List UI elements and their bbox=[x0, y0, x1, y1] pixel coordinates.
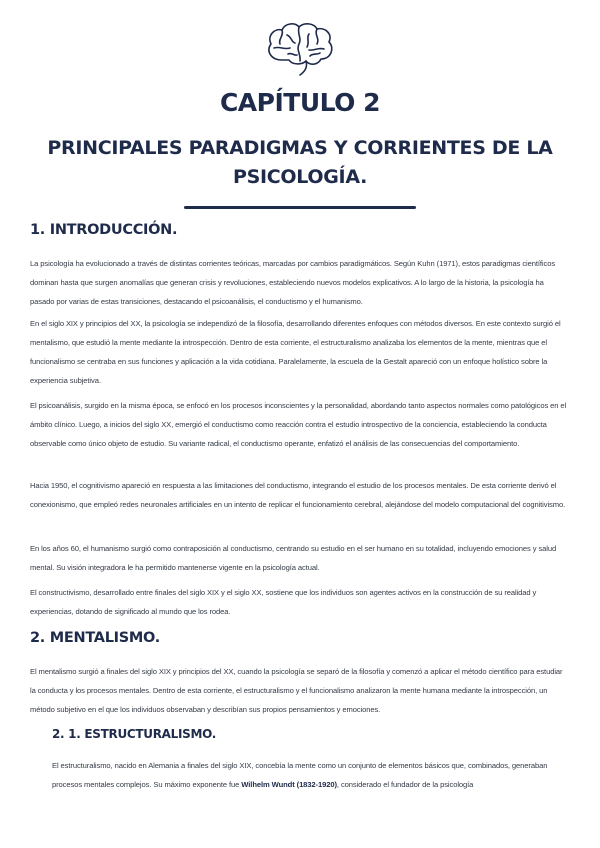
section-heading-mentalismo: 2. MENTALISMO. bbox=[30, 630, 160, 646]
intro-paragraph-6: El constructivismo, desarrollado entre finales del siglo XIX y el siglo XX, sostiene que los individuos son agentes activos en la construcción de su realidad y experiencias, dotando de significado al mundo que los rodea. bbox=[30, 588, 537, 616]
estructuralismo-text-end: , considerado el fundador de la psicología bbox=[336, 780, 474, 789]
subtitle-line-2: PSICOLOGÍA. bbox=[233, 166, 367, 188]
section-heading-introduccion: 1. INTRODUCCIÓN. bbox=[30, 222, 178, 238]
intro-paragraph-1: La psicología ha evolucionado a través de distintas corrientes teóricas, marcadas por cambios paradigmáticos. Según Kuhn (1971), estos paradigmas científicos dominan hasta que surgen anomalías que generan crisis y revoluciones, estableciendo nuevos modelos explicativos. A lo largo de la historia, la psicología ha pasado por varias de estas transiciones, destacando el psicoanálisis, el conductismo y el humanismo. bbox=[30, 259, 556, 306]
chapter-title: CAPÍTULO 2 bbox=[219, 88, 381, 117]
mentalismo-paragraph-1: El mentalismo surgió a finales del siglo XIX y principios del XX, cuando la psicología se separó de la filosofía y comenzó a aplicar el método científico para estudiar la conducta y los procesos mentales. Dentro de esta corriente, el estructuralismo y el funcionalismo analizaron la mente humana mediante la introspección, un método subjetivo en el que los individuos observaban y describían sus propios pensamientos y emociones. bbox=[30, 667, 563, 714]
intro-paragraph-5: En los años 60, el humanismo surgió como contraposición al conductismo, centrando su estudio en el ser humano en su totalidad, incluyendo emociones y salud mental. Su visión integradora le ha permitido mantenerse vigente en la psicología actual. bbox=[30, 544, 557, 572]
subtitle-line-1: PRINCIPALES PARADIGMAS Y CORRIENTES DE LA bbox=[47, 137, 553, 159]
intro-paragraph-3: El psicoanálisis, surgido en la misma época, se enfocó en los procesos inconscientes y la personalidad, abordando tanto aspectos normales como patológicos en el ámbito clínico. Luego, a inicios del siglo XX, emergió el conductismo como reacción contra el estudio introspectivo de la conciencia, estableciendo la conducta observable como único objeto de estudio. Su variante radical, el conductismo operante, enfatizó el análisis de las consecuencias del comportamiento. bbox=[30, 401, 567, 448]
subsection-heading-estructuralismo: 2. 1. ESTRUCTURALISMO. bbox=[52, 727, 217, 741]
intro-paragraph-2: En el siglo XIX y principios del XX, la psicología se independizó de la filosofía, desarrollando diferentes enfoques con métodos diversos. En este contexto surgió el mentalismo, que estudió la mente mediante la introspección. Dentro de esta corriente, el estructuralismo analizaba los elementos de la mente, mientras que el funcionalismo se centraba en sus funciones y aplicación a la vida cotidiana. Paralelamente, la escuela de la Gestalt apareció con un enfoque holístico sobre la experiencia subjetiva. bbox=[30, 319, 561, 385]
wundt-name: Wilhelm Wundt (1832-1920) bbox=[241, 780, 337, 789]
brain-icon bbox=[262, 20, 338, 78]
estructuralismo-text-start: El estructuralismo, nacido en Alemania a finales del siglo XIX, concebía la mente como un conjunto de elementos básicos que, combinados, generaban procesos mentales complejos. Su máximo exponente fue bbox=[52, 761, 548, 789]
chapter-subtitle bbox=[30, 134, 570, 192]
estructuralismo-paragraph-1 bbox=[52, 756, 572, 794]
intro-paragraph-4: Hacia 1950, el cognitivismo apareció en respuesta a las limitaciones del conductismo, integrando el estudio de los procesos mentales. De esta corriente derivó el conexionismo, que empleó redes neuronales artificiales en un intento de replicar el funcionamiento cerebral, alejándose del modelo computacional del cognitivismo. bbox=[30, 481, 566, 509]
title-divider bbox=[184, 206, 416, 209]
